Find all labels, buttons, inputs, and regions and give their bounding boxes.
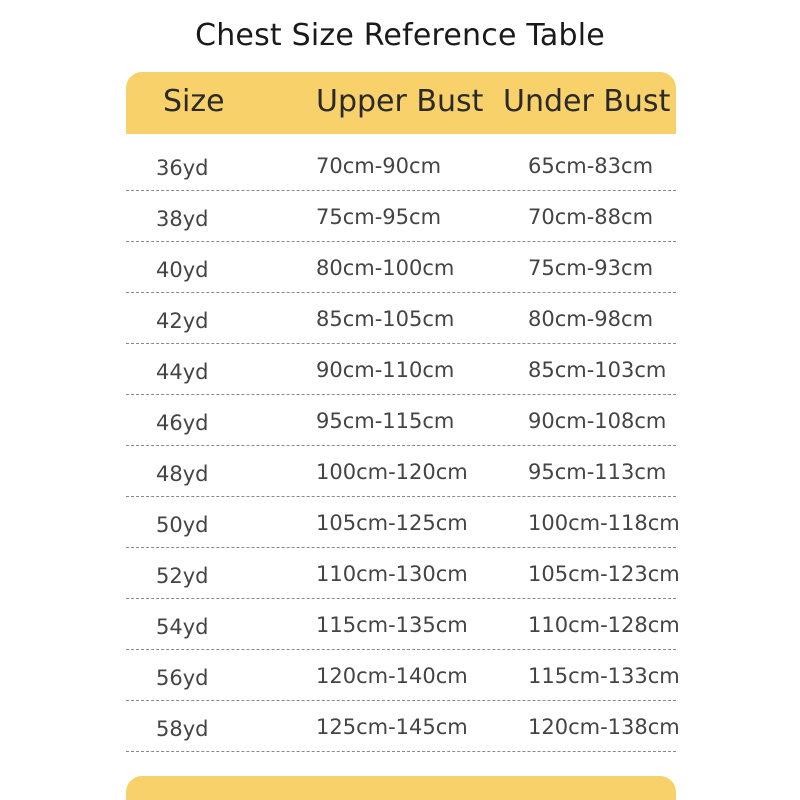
cell-upper-bust: 120cm-140cm <box>316 664 468 688</box>
cell-size: 50yd <box>156 513 209 537</box>
cell-under-bust: 80cm-98cm <box>528 307 654 331</box>
cell-upper-bust: 70cm-90cm <box>316 154 442 178</box>
cell-size: 38yd <box>156 207 209 231</box>
cell-under-bust: 95cm-113cm <box>528 460 667 484</box>
cell-under-bust: 110cm-128cm <box>528 613 680 637</box>
cell-upper-bust: 105cm-125cm <box>316 511 468 535</box>
cell-upper-bust: 110cm-130cm <box>316 562 468 586</box>
cell-upper-bust: 115cm-135cm <box>316 613 468 637</box>
table-row <box>126 140 676 191</box>
header-size: Size <box>163 84 225 119</box>
cell-upper-bust: 100cm-120cm <box>316 460 468 484</box>
cell-size: 46yd <box>156 411 209 435</box>
header-upper-bust: Upper Bust <box>316 84 484 119</box>
table-row <box>126 344 676 395</box>
cell-under-bust: 105cm-123cm <box>528 562 680 586</box>
cell-upper-bust: 125cm-145cm <box>316 715 468 739</box>
cell-upper-bust: 85cm-105cm <box>316 307 455 331</box>
table-row <box>126 395 676 446</box>
cell-under-bust: 120cm-138cm <box>528 715 680 739</box>
cell-size: 54yd <box>156 615 209 639</box>
table-body <box>126 140 680 752</box>
table-header <box>126 72 676 134</box>
page-title: Chest Size Reference Table <box>195 18 605 53</box>
table-row <box>126 599 680 650</box>
cell-under-bust: 65cm-83cm <box>528 154 654 178</box>
table-row <box>126 242 676 293</box>
cell-upper-bust: 80cm-100cm <box>316 256 455 280</box>
cell-size: 42yd <box>156 309 209 333</box>
table-row <box>126 650 680 701</box>
table-row <box>126 191 676 242</box>
table-row <box>126 497 680 548</box>
cell-under-bust: 100cm-118cm <box>528 511 680 535</box>
cell-under-bust: 70cm-88cm <box>528 205 654 229</box>
table-row <box>126 701 680 752</box>
cell-size: 52yd <box>156 564 209 588</box>
cell-size: 44yd <box>156 360 209 384</box>
table-footer-bar <box>126 776 676 800</box>
cell-under-bust: 75cm-93cm <box>528 256 654 280</box>
cell-size: 40yd <box>156 258 209 282</box>
table-row <box>126 548 680 599</box>
table-row <box>126 446 676 497</box>
table-row <box>126 293 676 344</box>
cell-size: 58yd <box>156 717 209 741</box>
cell-upper-bust: 75cm-95cm <box>316 205 442 229</box>
cell-upper-bust: 90cm-110cm <box>316 358 455 382</box>
cell-under-bust: 85cm-103cm <box>528 358 667 382</box>
cell-size: 56yd <box>156 666 209 690</box>
cell-under-bust: 115cm-133cm <box>528 664 680 688</box>
cell-size: 48yd <box>156 462 209 486</box>
header-under-bust: Under Bust <box>503 84 671 119</box>
cell-under-bust: 90cm-108cm <box>528 409 667 433</box>
cell-upper-bust: 95cm-115cm <box>316 409 455 433</box>
cell-size: 36yd <box>156 156 209 180</box>
